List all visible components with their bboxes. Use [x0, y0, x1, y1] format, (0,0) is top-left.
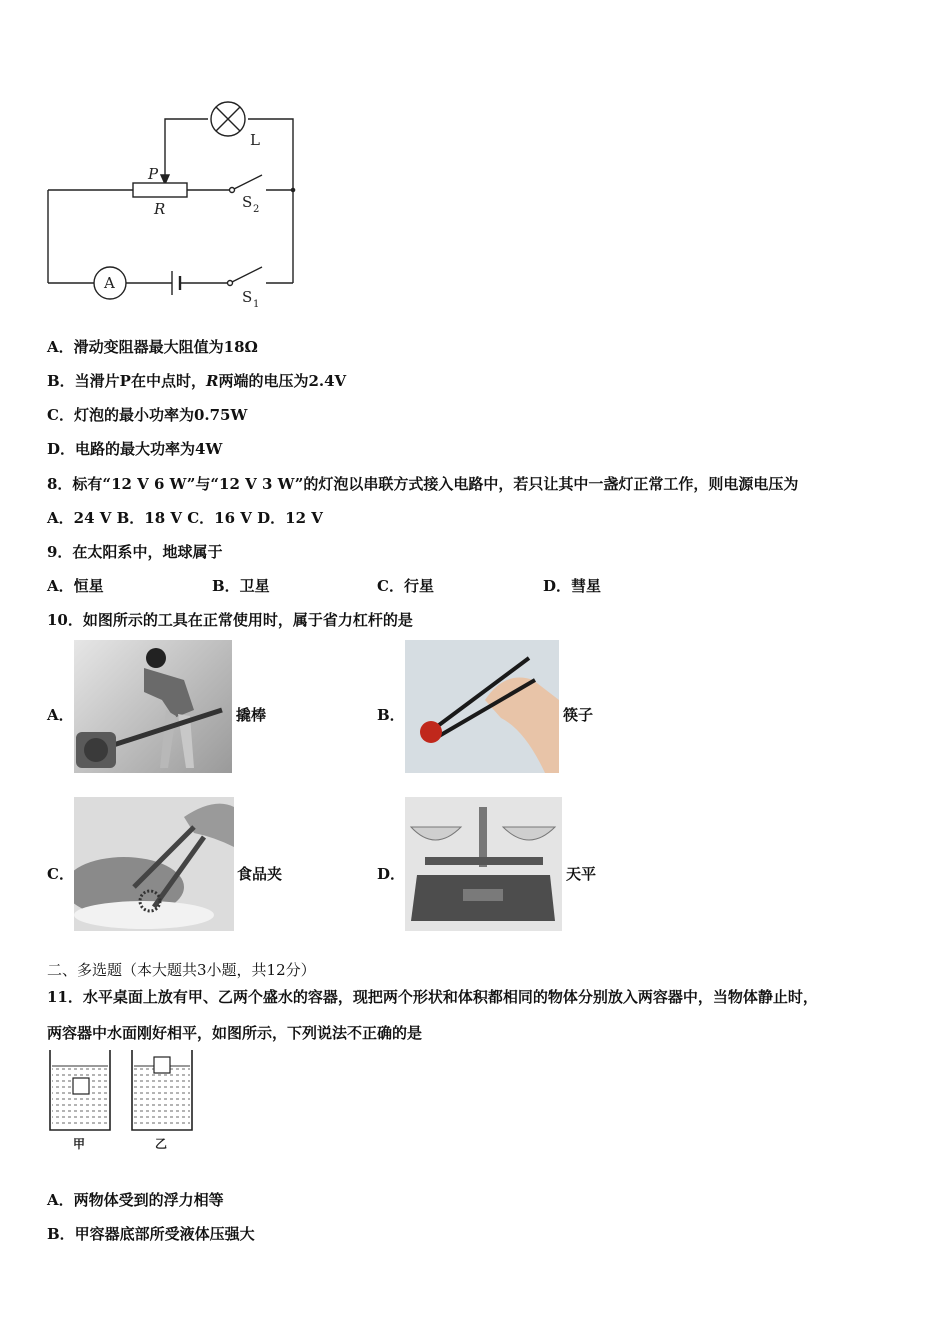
switch2-subscript: 2: [253, 204, 260, 215]
slider-label: P: [148, 165, 159, 183]
crowbar-photo: [74, 640, 232, 773]
q9-stem: 9．在太阳系中，地球属于: [47, 543, 223, 561]
switch2-label: S: [242, 193, 253, 211]
q7-option-b: [47, 370, 346, 391]
q10-stem: 10．如图所示的工具在正常使用时，属于省力杠杆的是: [47, 611, 413, 629]
balance-photo: [405, 797, 562, 931]
section-2-heading: 二、多选题（本大题共3小题，共12分）: [47, 961, 316, 979]
q11-stem-line1: 11．水平桌面上放有甲、乙两个盛水的容器，现把两个形状和体积都相同的物体分别放入两容器中，当物体静止时，: [47, 988, 818, 1006]
container-label-yi: 乙: [155, 1137, 168, 1151]
lamp-label: L: [250, 131, 260, 149]
chopsticks-photo: [405, 640, 559, 773]
q9-option-d: D．彗星: [543, 577, 602, 595]
q10-option-b-name: 筷子: [563, 706, 594, 724]
resistor-label: R: [154, 200, 166, 218]
q10-option-c-letter: C．: [47, 865, 74, 883]
q9-option-b: B．卫星: [212, 577, 270, 595]
q9-option-a: A．恒星: [47, 577, 104, 595]
q10-option-a-name: 撬棒: [236, 706, 267, 724]
switch1-subscript: 1: [253, 299, 260, 310]
q7-option-d: D．电路的最大功率为4W: [47, 440, 223, 458]
q7-option-c: C．灯泡的最小功率为0.75W: [47, 406, 248, 424]
q11-stem-line2: 两容器中水面刚好相平，如图所示，下列说法不正确的是: [47, 1024, 423, 1042]
circuit-diagram: [40, 95, 310, 310]
q10-option-c-name: 食品夹: [237, 865, 283, 883]
q9-option-c: C．行星: [377, 577, 434, 595]
q7-option-b-variable: R: [205, 372, 219, 390]
q10-option-b-letter: B．: [377, 706, 405, 724]
container-label-jia: 甲: [73, 1137, 86, 1151]
switch1-label: S: [242, 288, 253, 306]
q7-option-b-tail: 两端的电压为2.4V: [218, 372, 347, 390]
q8-stem: 8．标有“12 V 6 W”与“12 V 3 W”的灯泡以串联方式接入电路中，若只让其中一盏灯正常工作，则电源电压为: [47, 475, 799, 493]
q7-option-b-text: B．当滑片P在中点时，: [47, 372, 206, 390]
containers-diagram: [44, 1048, 204, 1153]
q7-option-a: A．滑动变阻器最大阻值为18Ω: [47, 338, 258, 356]
q10-option-a-letter: A．: [47, 706, 74, 724]
q8-options: A．24 V B．18 V C．16 V D．12 V: [47, 509, 323, 527]
q10-option-d-name: 天平: [566, 865, 597, 883]
ammeter-label: A: [104, 274, 115, 292]
q11-option-a: A．两物体受到的浮力相等: [47, 1191, 224, 1209]
tongs-photo: [74, 797, 234, 931]
q11-option-b: B．甲容器底部所受液体压强大: [47, 1225, 255, 1243]
q10-option-d-letter: D．: [377, 865, 406, 883]
